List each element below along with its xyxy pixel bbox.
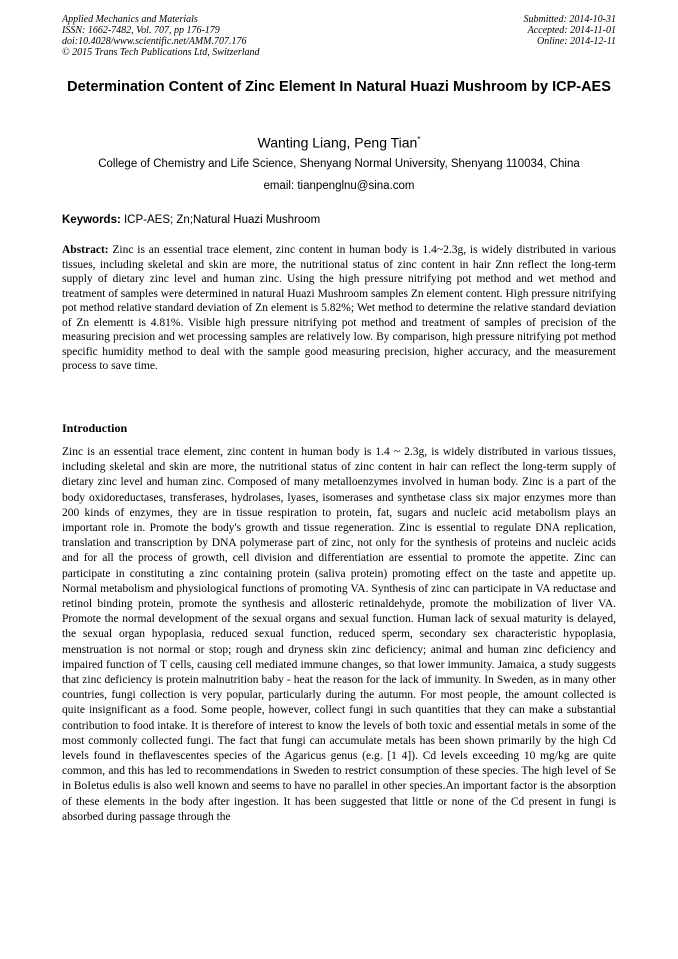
- keywords-line: [62, 213, 616, 227]
- submitted-date: Submitted: 2014-10-31: [523, 14, 616, 25]
- affiliation: College of Chemistry and Life Science, Shenyang Normal University, Shenyang 110034, China: [98, 158, 580, 170]
- introduction-heading: Introduction: [62, 421, 128, 435]
- paper-title: Determination Content of Zinc Element In Natural Huazi Mushroom by ICP-AES: [67, 79, 611, 95]
- corresponding-author-mark: *: [417, 135, 421, 144]
- accepted-date: Accepted: 2014-11-01: [527, 25, 616, 36]
- introduction-paragraph: Zinc is an essential trace element, zinc content in human body is 1.4 ~ 2.3g, is widely distributed in various tissues, including skeletal and skin are more, the nutritional status of zinc content in hair can reflect the long-term supply of dietary zinc level and human zinc. Composed of many metalloenzymes involved in human body. Zinc is a part of the body oxidoreductases, transferases, hydrolases, lyases, isomerases and synthetase class six major enzymes more than 200 kinds of enzymes, they are in tissue respiration to protein, fat, sugars and nucleic acid metabolism plays an important role in. Promote the body's growth and tissue regeneration. Zinc is essential to regulate DNA replication, translation and transcription by DNA polymerase part of zinc, not only for the synthesis of proteins and nucleic acids and for all the process of growth, cell division and differentiation are essential to promote the appetite. Zinc can participate in constituting a zinc containing protein (saliva protein) promoting effect on the taste and appetite up. Normal metabolism and physiological functions of promoting VA. Synthesis of zinc can participate in VA reductase and retinol binding protein, promote the synthesis and allosteric retinaldehyde, promote the mobilization of liver VA. Promote the normal development of the sexual organs and sexual function. Human lack of sexual maturity is delayed, the sexual organ hypoplasia, reduced sexual function, reduced sperm, secondary sex characteristic hypoplasia, menstruation is not normal or stop; rough and dryness skin zinc deficiency; animal and human zinc deficiency and impaired function of T cells, causing cell mediated immune changes, so that lower immunity. Jamaica, a study suggests that zinc deficiency is protein malnutrition baby - heat the reason for the lack of immunity. In Sweden, as in many other countries, fungi collection is very popular, particularly during the autumn. For most people, the amount collected is quite insignificant as a food. Some people, however, collect fungi in such quantities that they can make a substantial contribution to food intake. It is therefore of interest to know the levels of both toxic and essential metals in some of the most commonly collected fungi. The fact that fungi can accumulate metals has been shown primarily by the high Cd levels found in theflavescentes species of the Agaricus genus (e.g. [1 4]). Cd levels exceeding 10 mg/kg are quite common, and this has led to recommendations in Sweden to restrict consumption of these species. The high level of Se in BoIetus edulis is also well known and seems to have no parallel in other species.An important factor is the absorption of these elements in the body after ingestion. It has been suggested that little or none of the Cd present in fungi is absorbed during passage through the: [62, 446, 616, 823]
- abstract-text: Zinc is an essential trace element, zinc content in human body is 1.4~2.3g, is widely distributed in various tissues, including skeletal and skin are more, the nutritional status of zinc content in hair Znn reflect the long-term supply of dietary zinc level and human zinc. Using the high pressure nitrifying pot method and wet method and treatment of samples were determined in natural Huazi Mushroom samples Zn element content. High pressure nitrifying pot method relative standard deviation of Zn element is 5.82%; Wet method to determine the relative standard deviation of Zn elementt is 4.81%. Visible high pressure nitrifying pot method and treatment of samples of precision of the measuring precision and wet processing samples are relatively low. By comparison, high pressure nitrifying pot method specific humidity method to deal with the sample good measuring precision, higher accuracy, and the measurement process to save time.: [62, 244, 616, 372]
- submission-dates: [524, 14, 617, 47]
- keywords-label: Keywords:: [62, 214, 121, 226]
- journal-header: [62, 14, 616, 62]
- abstract-label: Abstract:: [62, 244, 109, 256]
- author-line: [62, 132, 616, 151]
- abstract: [62, 243, 616, 374]
- author-names: Wanting Liang, Peng Tian: [257, 134, 418, 151]
- author-email: email: tianpenglnu@sina.com: [263, 180, 415, 192]
- doi-line: doi:10.4028/www.scientific.net/AMM.707.176: [62, 36, 247, 47]
- issn-line: ISSN: 1662-7482, Vol. 707, pp 176-179: [62, 25, 220, 36]
- journal-name: Applied Mechanics and Materials: [62, 14, 198, 25]
- copyright-line: © 2015 Trans Tech Publications Ltd, Switzerland: [62, 47, 260, 58]
- introduction-section: [62, 445, 616, 825]
- keywords-text: ICP-AES; Zn;Natural Huazi Mushroom: [120, 214, 321, 226]
- journal-info: [62, 14, 260, 58]
- online-date: Online: 2014-12-11: [537, 36, 616, 47]
